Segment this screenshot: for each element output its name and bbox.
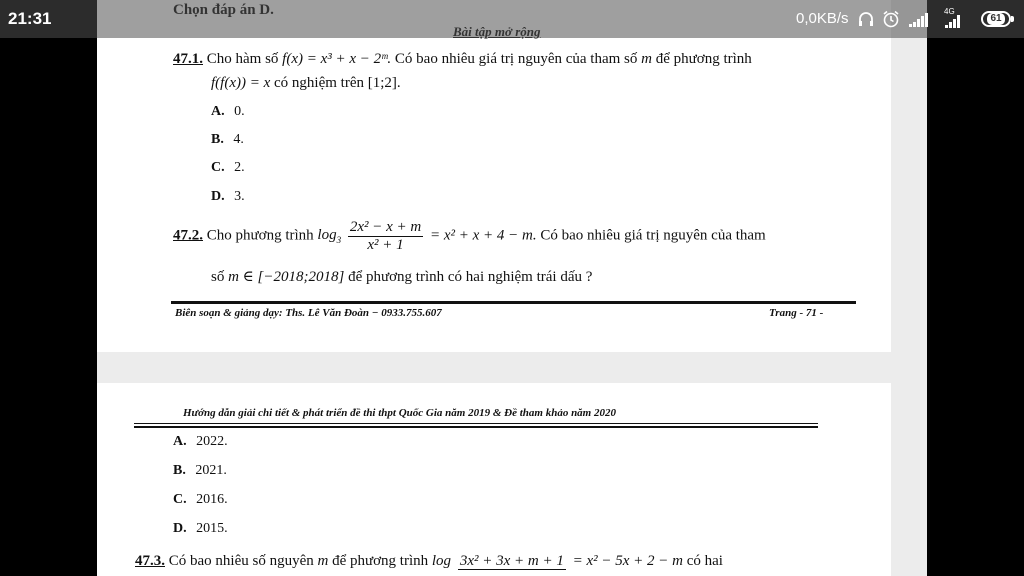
- formula: m ∈ [−2018;2018]: [228, 269, 345, 285]
- left-black-bar: [0, 0, 97, 576]
- option-a: [173, 434, 228, 450]
- question-47-1-line1: [173, 51, 752, 68]
- option-letter: D.: [211, 189, 225, 204]
- signal-4g-icon: [945, 15, 960, 28]
- formula: f(x) = x³ + x − 2ᵐ.: [282, 51, 392, 67]
- document-page: [97, 0, 891, 352]
- document-page: [97, 383, 891, 576]
- status-bar: [0, 0, 1024, 38]
- log-symbol: [317, 227, 342, 246]
- option-value: 3.: [234, 189, 245, 204]
- clock: 21:31: [8, 9, 52, 28]
- option-letter: A.: [173, 434, 187, 449]
- header-rule: [134, 423, 818, 424]
- option-value: 2022.: [196, 434, 228, 449]
- option-b: [211, 132, 244, 148]
- log-base: 3: [336, 235, 342, 246]
- option-letter: A.: [211, 104, 225, 119]
- question-text: Cho phương trình: [206, 227, 314, 244]
- question-number: 47.3.: [135, 553, 165, 569]
- option-a: [211, 104, 245, 120]
- battery-level: 61: [987, 13, 1004, 25]
- question-text: có hai: [686, 553, 723, 569]
- document-viewer[interactable]: [97, 0, 927, 576]
- right-black-bar: [927, 0, 1024, 576]
- option-d: [173, 521, 228, 537]
- signal-icon: [909, 13, 928, 27]
- fraction: [348, 219, 423, 253]
- headset-icon: [858, 11, 874, 27]
- question-text: có nghiệm trên [1;2].: [274, 75, 401, 91]
- log-text: log: [317, 227, 337, 244]
- option-value: 4.: [233, 132, 244, 147]
- option-d: [211, 189, 245, 205]
- formula: = x² − 5x + 2 − m: [572, 553, 683, 569]
- fraction: [458, 553, 566, 571]
- question-47-3-line1: [135, 551, 723, 571]
- question-number: 47.2.: [173, 227, 203, 244]
- option-value: 2.: [234, 160, 245, 175]
- option-letter: B.: [173, 463, 186, 478]
- network-speed: 0,0KB/s: [796, 10, 849, 27]
- option-c: [211, 160, 245, 176]
- question-text: Cho hàm số: [206, 51, 279, 67]
- question-text: để phương trình: [332, 553, 429, 569]
- network-type: 4G: [944, 7, 955, 16]
- question-number: 47.1.: [173, 51, 203, 67]
- option-letter: C.: [211, 160, 225, 175]
- option-c: [173, 492, 228, 508]
- formula: m: [317, 553, 329, 569]
- question-47-2-line1: [173, 219, 766, 253]
- option-b: [173, 463, 227, 479]
- option-value: 2016.: [196, 492, 228, 507]
- question-text: Có bao nhiêu giá trị nguyên của tham số: [394, 51, 638, 67]
- question-47-1-line2: [211, 75, 401, 92]
- option-value: 2015.: [196, 521, 228, 536]
- page-header: Hướng dẫn giải chi tiết & phát triển đề thi thpt Quốc Gia năm 2019 & Đề tham khảo năm 2020: [183, 407, 616, 419]
- option-value: 0.: [234, 104, 245, 119]
- footer-rule: [171, 301, 856, 304]
- option-letter: C.: [173, 492, 187, 507]
- option-letter: D.: [173, 521, 187, 536]
- battery-cap: [1011, 16, 1014, 22]
- battery-icon: [981, 11, 1011, 27]
- header-rule: [134, 426, 818, 428]
- question-text: Có bao nhiêu giá trị nguyên của tham: [540, 227, 766, 244]
- log-symbol: log: [431, 553, 452, 569]
- fraction-denominator: x² + 1: [367, 236, 404, 253]
- alarm-icon: [882, 10, 900, 28]
- option-letter: B.: [211, 132, 224, 147]
- fraction-numerator: 3x² + 3x + m + 1: [459, 552, 564, 569]
- question-47-2-line2: [211, 267, 592, 286]
- question-text: để phương trình: [655, 51, 752, 67]
- question-text: Có bao nhiêu số nguyên: [168, 553, 314, 569]
- page-number: Trang - 71 -: [769, 307, 824, 319]
- formula: f(f(x)) = x: [211, 75, 271, 91]
- option-value: 2021.: [195, 463, 227, 478]
- question-text: số: [211, 269, 225, 285]
- fraction-numerator: 2x² − x + m: [349, 219, 422, 235]
- question-text: để phương trình có hai nghiệm trái dấu ?: [348, 269, 593, 285]
- formula: m: [641, 51, 652, 67]
- formula: = x² + x + 4 − m.: [429, 227, 537, 244]
- footer-author: Biên soạn & giảng dạy: Ths. Lê Văn Đoàn − 0933.755.607: [175, 307, 442, 319]
